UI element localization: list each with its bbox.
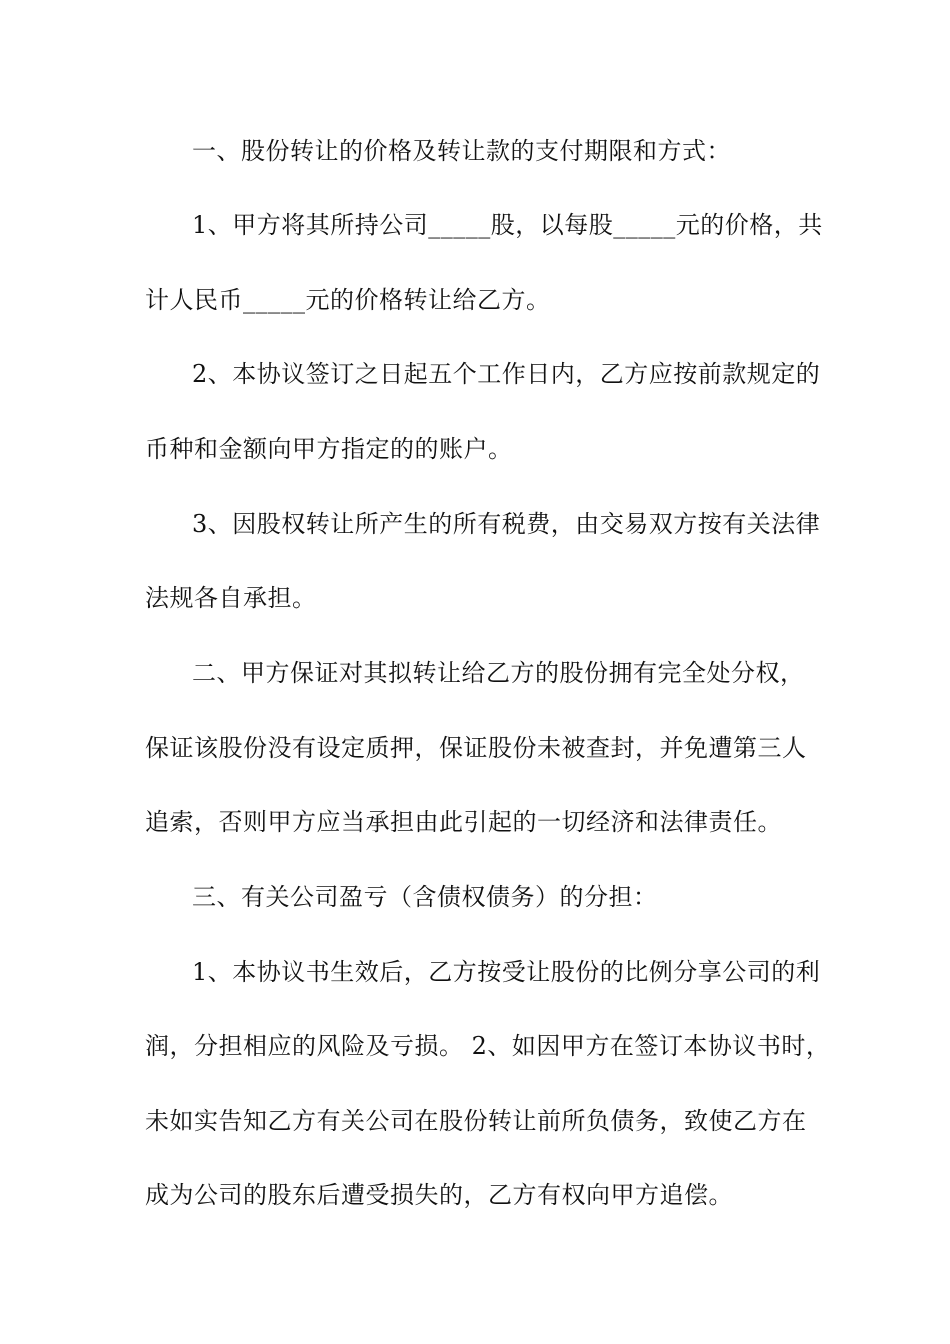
- clause-1-3-line-2: 法规各自承担。: [145, 584, 317, 612]
- section-3-heading: 三、有关公司盈亏（含债权债务）的分担：: [192, 883, 658, 911]
- section-1-heading: 一、股份转让的价格及转让款的支付期限和方式：: [192, 137, 731, 165]
- clause-3-2-line-3: 成为公司的股东后遭受损失的，乙方有权向甲方追偿。: [145, 1181, 733, 1209]
- clause-1-2-line-1: 2、本协议签订之日起五个工作日内，乙方应按前款规定的: [192, 360, 821, 388]
- section-2-line-2: 保证该股份没有设定质押，保证股份未被查封，并免遭第三人: [145, 734, 807, 762]
- clause-1-1-line-1: 1、甲方将其所持公司_____股，以每股_____元的价格，共: [192, 211, 823, 239]
- section-2-line-1: 二、甲方保证对其拟转让给乙方的股份拥有完全处分权，: [192, 659, 805, 687]
- clause-3-1-line-1: 1、本协议书生效后，乙方按受让股份的比例分享公司的利: [192, 958, 821, 986]
- section-2-line-3: 追索，否则甲方应当承担由此引起的一切经济和法律责任。: [145, 808, 782, 836]
- clause-1-2-line-2: 币种和金额向甲方指定的的账户。: [145, 435, 513, 463]
- clause-1-1-line-2: 计人民币_____元的价格转让给乙方。: [145, 286, 551, 314]
- clause-3-2-line-2: 未如实告知乙方有关公司在股份转让前所负债务，致使乙方在: [145, 1107, 807, 1135]
- clause-1-3-line-1: 3、因股权转让所产生的所有税费，由交易双方按有关法律: [192, 510, 821, 538]
- clause-3-1-line-2: 润，分担相应的风险及亏损。 2、如因甲方在签订本协议书时，: [145, 1032, 831, 1060]
